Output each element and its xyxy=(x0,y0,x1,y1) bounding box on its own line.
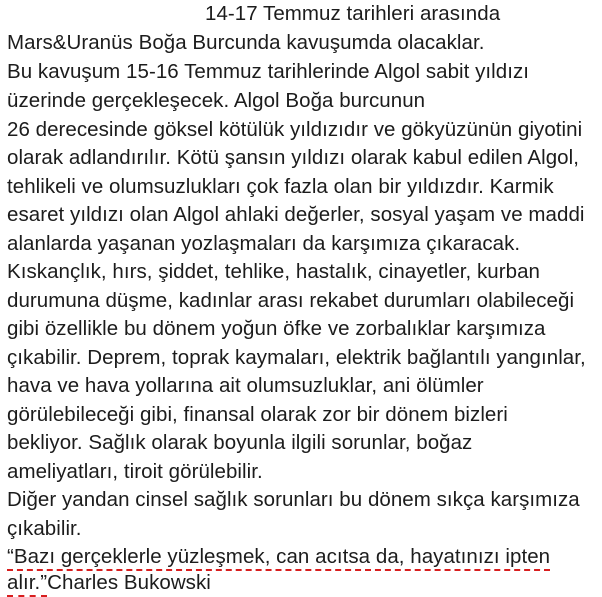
quote-line xyxy=(7,544,550,570)
text-line: ameliyatları, tiroit görülebilir. xyxy=(7,460,263,483)
text-line: hava ve hava yollarına ait olumsuzluklar, ani ölümler xyxy=(7,374,484,397)
text-line: Kıskançlık, hırs, şiddet, tehlike, hastalık, cinayetler, kurban xyxy=(7,260,540,283)
text-line: Bu kavuşum 15-16 Temmuz tarihlerinde Algol sabit yıldızı xyxy=(7,60,530,83)
text-line: görülebileceği gibi, finansal olarak zor bir dönem bizleri xyxy=(7,403,508,426)
text-line: Mars&Uranüs Boğa Burcunda kavuşumda olacaklar. xyxy=(7,31,485,54)
text-line: çıkabilir. xyxy=(7,517,82,540)
text-line: tehlikeli ve olumsuzlukları çok fazla olan bir yıldızdır. Karmik xyxy=(7,175,554,198)
quote-text-underlined: “Bazı gerçeklerle yüzleşmek, can acıtsa da, hayatınızı ipten xyxy=(7,545,550,571)
quote-author: Charles Bukowski xyxy=(47,571,211,594)
text-line: üzerinde gerçekleşecek. Algol Boğa burcunun xyxy=(7,89,426,112)
text-line: gibi özellikle bu dönem yoğun öfke ve zorbalıklar karşımıza xyxy=(7,317,546,340)
text-line: olarak adlandırılır. Kötü şansın yıldızı olarak kabul edilen Algol, xyxy=(7,146,579,169)
text-line: bekliyor. Sağlık olarak boyunla ilgili sorunlar, boğaz xyxy=(7,431,473,454)
text-line: esaret yıldızı olan Algol ahlaki değerler, sosyal yaşam ve maddi xyxy=(7,203,585,226)
text-line: çıkabilir. Deprem, toprak kaymaları, elektrik bağlantılı yangınlar, xyxy=(7,346,586,369)
text-line: 26 derecesinde göksel kötülük yıldızıdır ve gökyüzünün giyotini xyxy=(7,118,583,141)
quote-text-underlined-end: alır.” xyxy=(7,571,47,597)
text-line: 14-17 Temmuz tarihleri arasında xyxy=(205,2,501,25)
quote-attribution-line xyxy=(7,570,211,596)
text-line: alanlarda yaşanan yozlaşmaları da karşımıza çıkaracak. xyxy=(7,232,521,255)
text-line: durumuna düşme, kadınlar arası rekabet durumları olabileceği xyxy=(7,289,575,312)
text-line: Diğer yandan cinsel sağlık sorunları bu dönem sıkça karşımıza xyxy=(7,488,580,511)
